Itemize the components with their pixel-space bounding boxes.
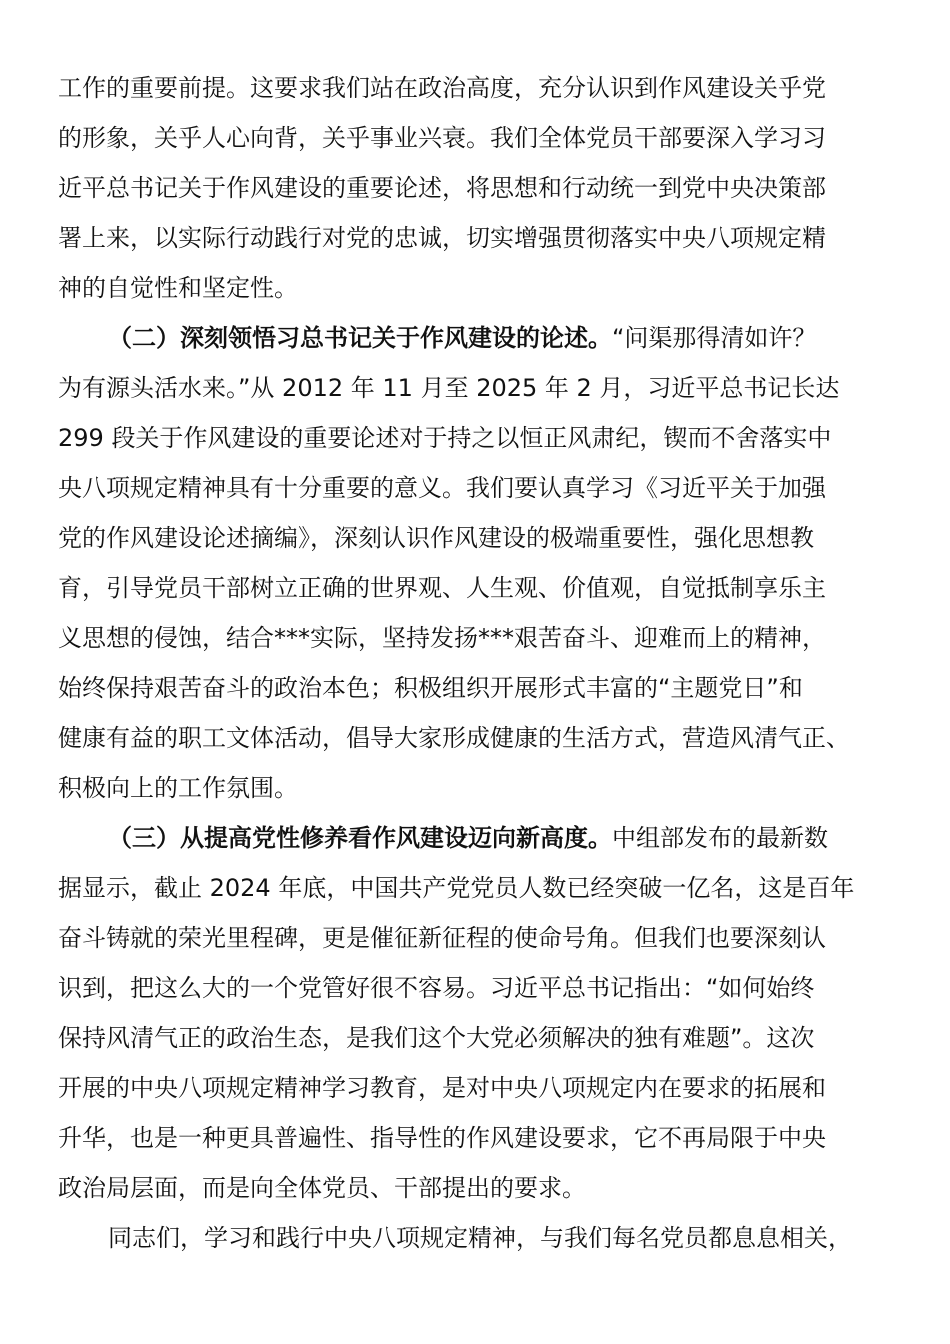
section-heading: （三）从提高党性修养看作风建设迈向新高度。	[108, 824, 612, 852]
line-text: 健康有益的职工文体活动，倡导大家形成健康的生活方式，营造风清气正、	[58, 724, 850, 752]
paragraph-line	[58, 868, 854, 908]
paragraph-line	[58, 418, 831, 458]
paragraph-line	[58, 268, 298, 308]
paragraph-line	[58, 718, 850, 758]
paragraph-line	[58, 1118, 826, 1158]
line-text: 近平总书记关于作风建设的重要论述，将思想和行动统一到党中央决策部	[58, 174, 826, 202]
line-text: 识到，把这么大的一个党管好很不容易。习近平总书记指出：“如何始终	[58, 974, 815, 1002]
line-text: 据显示，截止 2024 年底，中国共产党党员人数已经突破一亿名，这是百年	[58, 874, 855, 902]
paragraph-line	[58, 118, 826, 158]
line-text: 神的自觉性和坚定性。	[58, 274, 298, 302]
paragraph-line	[58, 768, 298, 808]
line-text: 育，引导党员干部树立正确的世界观、人生观、价值观，自觉抵制享乐主	[58, 574, 826, 602]
line-text: 299 段关于作风建设的重要论述对于持之以恒正风肃纪，锲而不舍落实中	[58, 424, 832, 452]
paragraph-line	[58, 518, 814, 558]
line-text: 党的作风建设论述摘编》，深刻认识作风建设的极端重要性，强化思想教	[58, 524, 814, 552]
paragraph-line	[58, 968, 814, 1008]
line-text: 同志们，学习和践行中央八项规定精神，与我们每名党员都息息相关，	[108, 1224, 852, 1252]
line-text: 积极向上的工作氛围。	[58, 774, 298, 802]
paragraph-line	[58, 1068, 826, 1108]
paragraph-line	[58, 1168, 586, 1208]
line-text: 开展的中央八项规定精神学习教育，是对中央八项规定内在要求的拓展和	[58, 1074, 826, 1102]
paragraph-line	[58, 1018, 814, 1058]
section-heading: （二）深刻领悟习总书记关于作风建设的论述。	[108, 324, 612, 352]
line-text: 政治局层面，而是向全体党员、干部提出的要求。	[58, 1174, 586, 1202]
paragraph-line	[58, 618, 826, 658]
paragraph-line	[58, 918, 826, 958]
line-text: 保持风清气正的政治生态，是我们这个大党必须解决的独有难题”。这次	[58, 1024, 815, 1052]
paragraph-line	[58, 568, 826, 608]
paragraph-line	[58, 468, 826, 508]
line-text: 始终保持艰苦奋斗的政治本色；积极组织开展形式丰富的“主题党日”和	[58, 674, 803, 702]
line-text: 工作的重要前提。这要求我们站在政治高度，充分认识到作风建设关乎党	[58, 74, 826, 102]
paragraph-line	[58, 68, 826, 108]
line-text: “问渠那得清如许？	[612, 324, 817, 352]
paragraph-line	[58, 668, 803, 708]
paragraph-line	[58, 218, 826, 258]
section-heading-line	[108, 318, 816, 358]
paragraph-line	[58, 368, 839, 408]
line-text: 的形象，关乎人心向背，关乎事业兴衰。我们全体党员干部要深入学习习	[58, 124, 826, 152]
section-heading-line	[108, 818, 828, 858]
line-text: 义思想的侵蚀，结合***实际，坚持发扬***艰苦奋斗、迎难而上的精神，	[58, 624, 826, 652]
line-text: 奋斗铸就的荣光里程碑，更是催征新征程的使命号角。但我们也要深刻认	[58, 924, 826, 952]
line-text: 中组部发布的最新数	[612, 824, 828, 852]
line-text: 署上来，以实际行动践行对党的忠诚，切实增强贯彻落实中央八项规定精	[58, 224, 826, 252]
paragraph-line	[58, 168, 826, 208]
line-text: 为有源头活水来。”从 2012 年 11 月至 2025 年 2 月，习近平总书记长达	[58, 374, 840, 402]
paragraph-line	[108, 1218, 852, 1258]
line-text: 央八项规定精神具有十分重要的意义。我们要认真学习《习近平关于加强	[58, 474, 826, 502]
line-text: 升华，也是一种更具普遍性、指导性的作风建设要求，它不再局限于中央	[58, 1124, 826, 1152]
